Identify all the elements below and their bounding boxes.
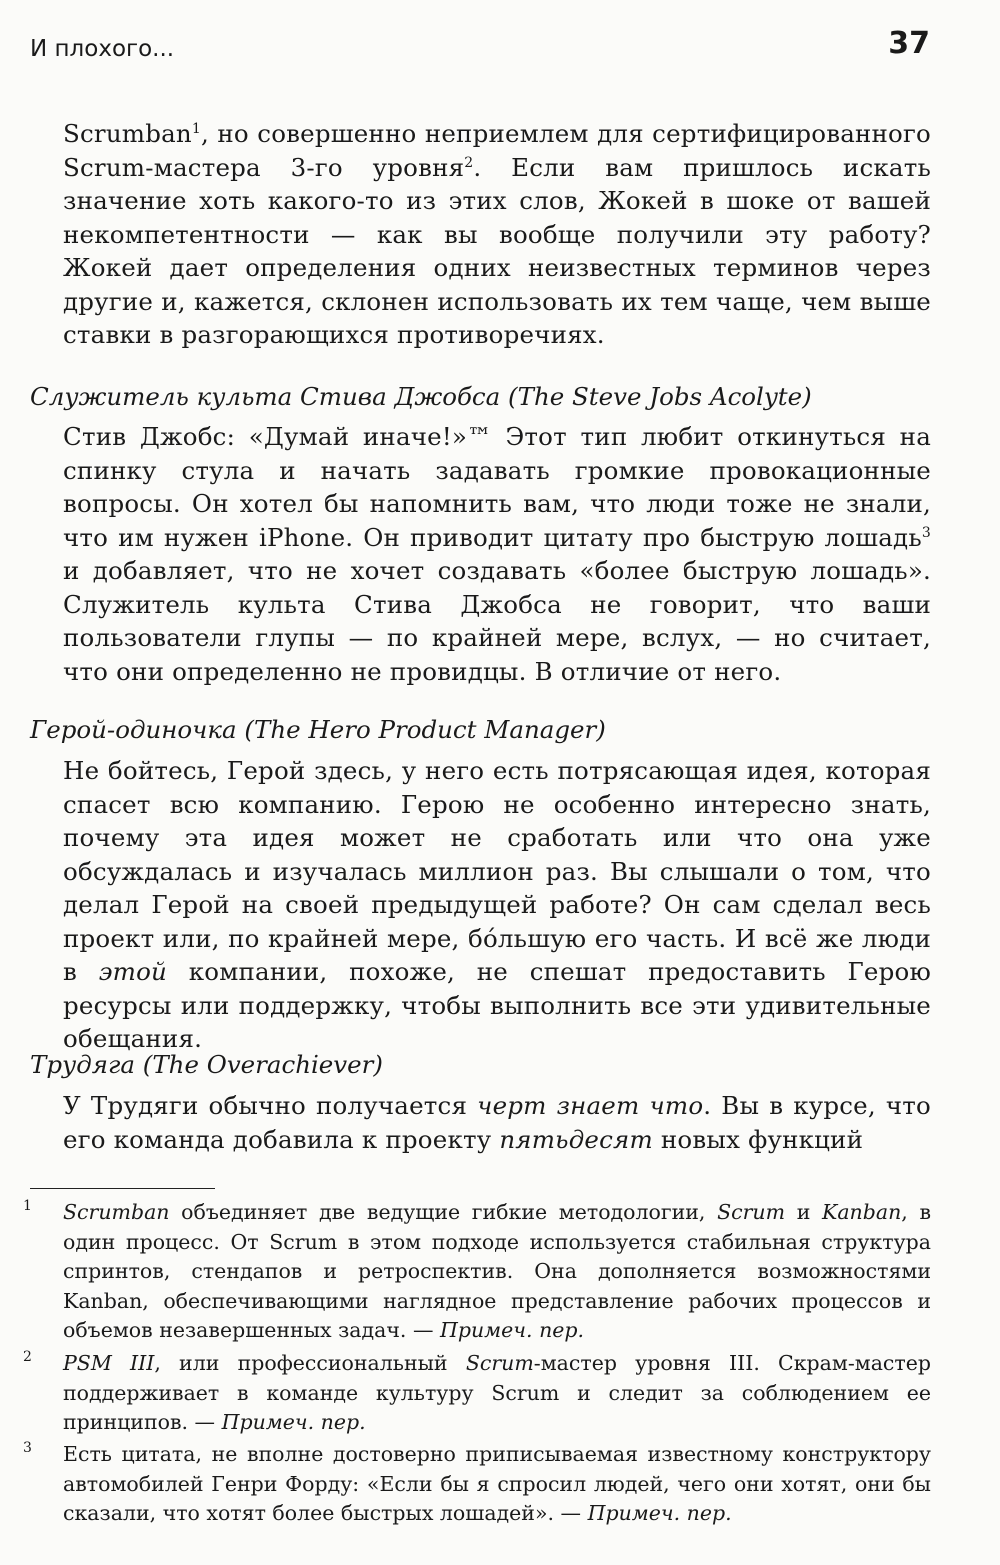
- emphasis: Примеч. пер.: [587, 1501, 732, 1525]
- heading-hero-product-manager: Герой-одиночка (The Hero Product Manager): [30, 715, 606, 744]
- emphasis: Примеч. пер.: [439, 1318, 585, 1342]
- text: и добавляет, что не хочет создавать «более быструю лошадь». Служитель культа Стива Джобса не говорит, что ваши пользователи глупы — по крайней мере, вслух, — но считает, что они определенно не провидцы. В отличие от него.: [63, 556, 931, 686]
- emphasis: черт знает что: [477, 1091, 704, 1120]
- footnote-divider: [30, 1188, 215, 1189]
- paragraph-hero-product-manager: [63, 754, 931, 1056]
- footnote-3: [23, 1440, 931, 1529]
- text: . Если вам пришлось искать значение хоть какого-то из этих слов, Жокей в шоке от вашей некомпетентности — как вы вообще получили эту работу? Жокей дает определения одних неизвестных терминов через другие и, кажется, склонен использовать их тем чаще, чем выше ставки в разгорающихся противоречиях.: [63, 152, 931, 349]
- emphasis: Kanban: [822, 1200, 902, 1224]
- paragraph-overachiever: [63, 1089, 931, 1156]
- footnote-1: [23, 1198, 931, 1346]
- text: новых функций: [652, 1124, 864, 1154]
- text: Не бойтесь, Герой здесь, у него есть потрясающая идея, которая спасет всю компанию. Герою не особенно интересно знать, почему эта идея может не сработать или что она уже обсуждалась и изучалась миллион раз. Вы слышали о том, что делал Герой на своей предыдущей работе? Он сам сделал весь проект или, по крайней мере, бóльшую его часть. И всё же люди в: [63, 756, 931, 986]
- text: объединяет две ведущие гибкие методологии,: [169, 1200, 718, 1224]
- footnote-number: 3: [23, 1440, 32, 1456]
- emphasis: Scrumban: [63, 1200, 170, 1224]
- text: Есть цитата, не вполне достоверно приписываемая известному конструктору автомобилей Генри Форду: «Если бы я спросил людей, чего они хотят, они бы сказали, что хотят более быстрых лошадей». —: [63, 1442, 931, 1525]
- text: , в один процесс. От Scrum в этом подходе используется стабильная структура спринтов, стендапов и ретроспектив. Она дополняется возможностями Kanban, обеспечивающими наглядное представление рабочих процессов и объемов незавершенных задач. —: [63, 1200, 931, 1342]
- emphasis: этой: [98, 957, 168, 986]
- footnote-2: [23, 1349, 932, 1438]
- footnote-ref-2: 2: [464, 154, 474, 171]
- text: и: [785, 1200, 822, 1224]
- footnote-number: 1: [23, 1198, 32, 1214]
- emphasis: Scrum: [717, 1200, 786, 1224]
- emphasis: пятьдесят: [499, 1124, 653, 1154]
- text: -мастер уровня III. Скрам-мастер поддерживает в команде культуру Scrum и следит за соблюдением ее принципов. —: [63, 1351, 932, 1434]
- emphasis: PSM III: [63, 1351, 155, 1375]
- running-head: И плохого...: [30, 36, 175, 62]
- footnote-ref-3: 3: [921, 524, 931, 541]
- footnote-number: 2: [23, 1349, 32, 1365]
- text: У Трудяги обычно получается: [63, 1091, 478, 1120]
- text: компании, похоже, не спешат предоставить Герою ресурсы или поддержку, чтобы выполнить все эти удивительные обещания.: [63, 957, 931, 1053]
- page-header: [30, 22, 930, 72]
- text: , или профессиональный: [154, 1351, 466, 1375]
- emphasis: Примеч. пер.: [221, 1410, 366, 1434]
- paragraph-steve-jobs-acolyte: [63, 420, 931, 688]
- paragraph-jockey-end: [63, 117, 931, 352]
- footnote-ref-1: 1: [191, 120, 202, 137]
- text: Scrumban: [63, 119, 192, 148]
- text: . Вы в курсе, что его команда добавила к проекту: [63, 1091, 931, 1154]
- text: Стив Джобс: «Думай иначе!»™ Этот тип любит откинуться на спинку стула и начать задавать громкие провокационные вопросы. Он хотел бы напомнить вам, что люди тоже не знали, что им нужен iPhone. Он приводит цитату про быструю лошадь: [63, 422, 931, 552]
- text: , но совершенно неприемлем для сертифицированного Scrum-мастера 3-го уровня: [63, 119, 931, 182]
- emphasis: Scrum: [465, 1351, 534, 1375]
- page-number: 37: [888, 26, 930, 61]
- heading-steve-jobs-acolyte: Служитель культа Стива Джобса (The Steve Jobs Acolyte): [30, 382, 812, 411]
- heading-overachiever: Трудяга (The Overachiever): [30, 1050, 383, 1079]
